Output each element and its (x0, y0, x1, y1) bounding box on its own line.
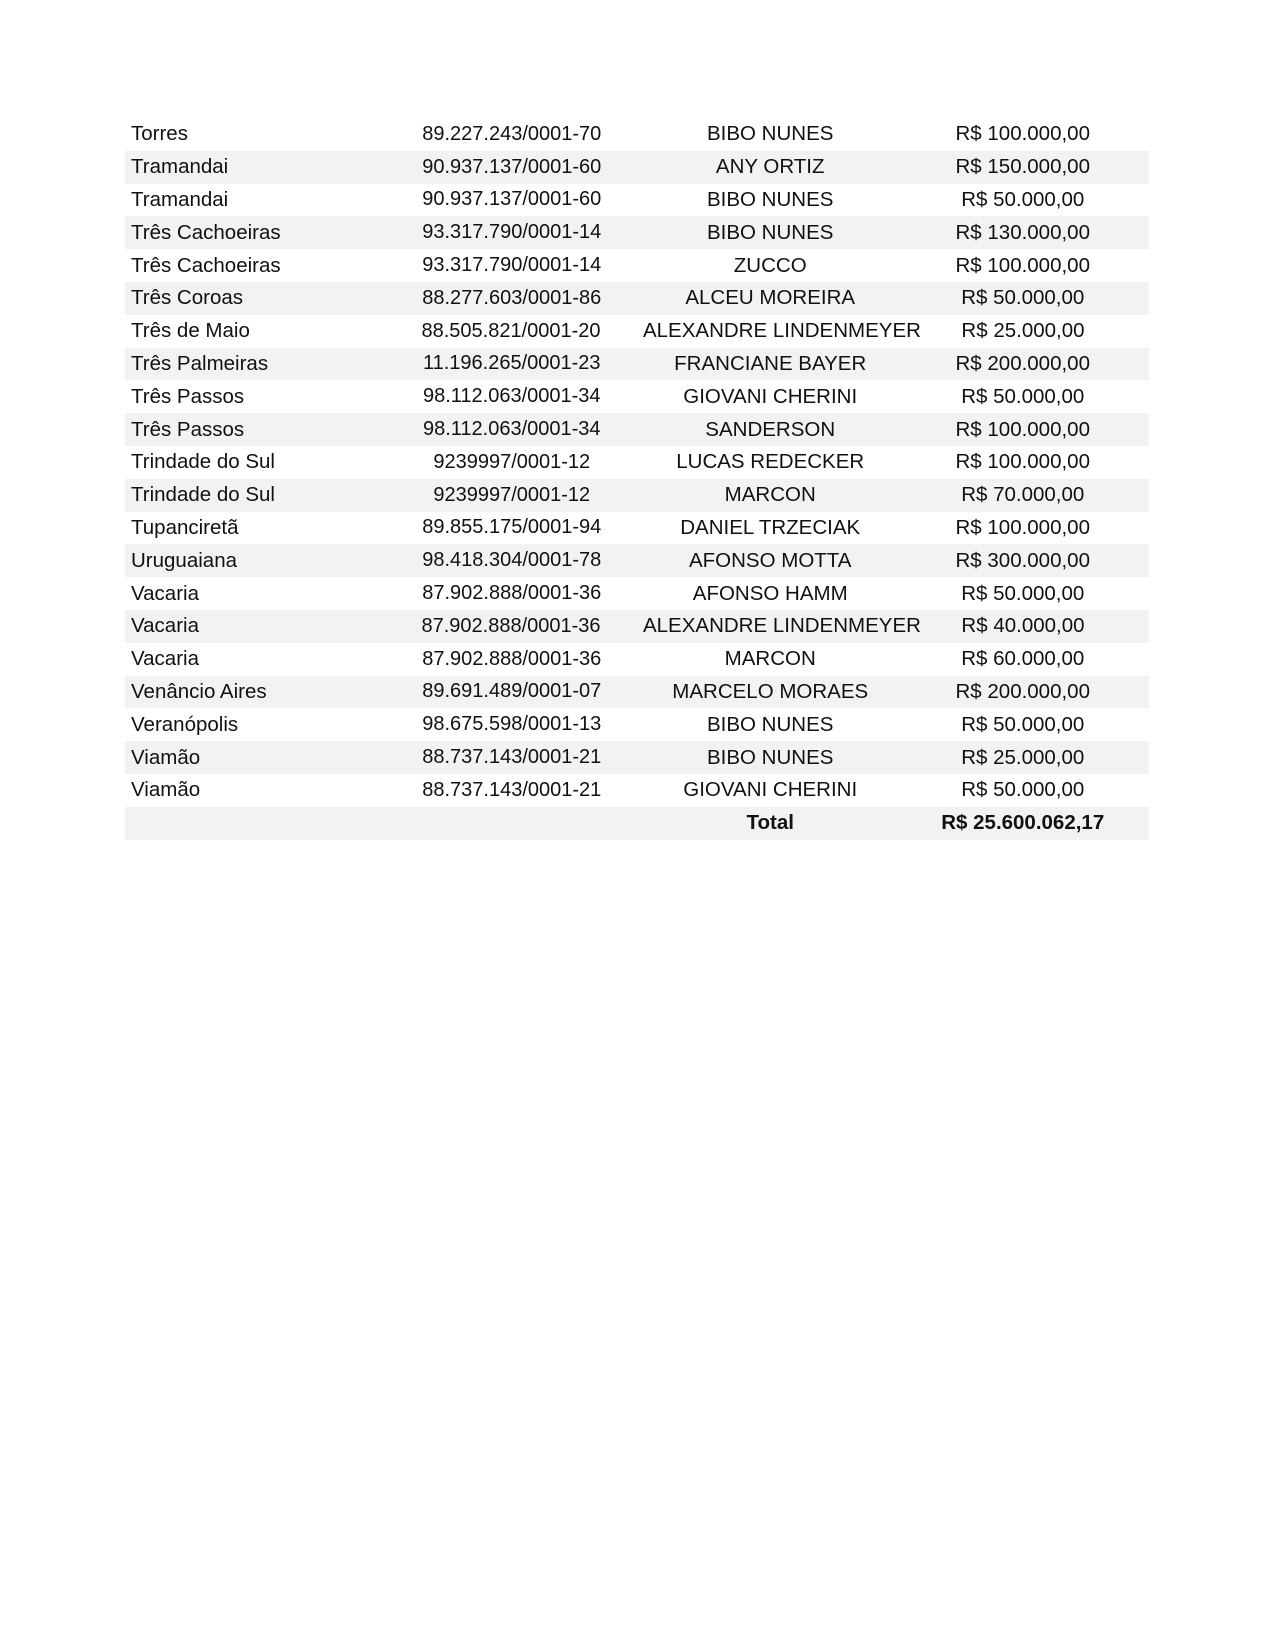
amount-cell: R$ 100.000,00 (955, 253, 1090, 277)
cnpj-cell: 88.737.143/0001-21 (422, 746, 602, 769)
city-cell: Trindade do Sul (131, 483, 275, 507)
amount-cell: R$ 50.000,00 (961, 187, 1085, 211)
city-cell: Tupanciretã (131, 515, 239, 539)
cnpj-cell: 11.196.265/0001-23 (422, 352, 601, 375)
city-cell: Vacaria (131, 581, 199, 605)
city-cell: Venâncio Aires (131, 679, 267, 703)
deputy-name-cell: AFONSO HAMM (692, 581, 848, 605)
cnpj-cell: 87.902.888/0001-36 (421, 614, 601, 637)
deputy-name-cell: ALEXANDRE LINDENMEYER (642, 319, 921, 343)
cnpj-cell: 88.505.821/0001-20 (421, 319, 601, 342)
amendments-table (125, 118, 1149, 840)
cnpj-cell: 93.317.790/0001-14 (422, 254, 602, 277)
deputy-name-cell: LUCAS REDECKER (676, 450, 865, 474)
total-row (125, 807, 1149, 840)
amount-cell: R$ 50.000,00 (961, 712, 1085, 736)
amount-cell: R$ 40.000,00 (961, 614, 1085, 638)
amount-cell: R$ 200.000,00 (955, 679, 1090, 703)
city-cell: Vacaria (131, 647, 199, 671)
amount-cell: R$ 100.000,00 (955, 417, 1090, 441)
city-cell: Três Passos (131, 384, 245, 408)
table-row (125, 676, 1149, 709)
table-row (125, 413, 1149, 446)
cnpj-cell: 98.418.304/0001-78 (422, 549, 602, 572)
deputy-name-cell: BIBO NUNES (707, 122, 834, 146)
deputy-name-cell: BIBO NUNES (707, 187, 834, 211)
cnpj-cell: 87.902.888/0001-36 (422, 582, 602, 605)
deputy-name-cell: SANDERSON (705, 417, 836, 441)
amount-cell: R$ 50.000,00 (961, 581, 1085, 605)
table-row (125, 544, 1149, 577)
city-cell: Veranópolis (131, 712, 239, 736)
city-cell: Três Coroas (131, 286, 244, 310)
amount-cell: R$ 60.000,00 (961, 647, 1085, 671)
cnpj-cell: 88.737.143/0001-21 (422, 778, 602, 801)
table-row (125, 380, 1149, 413)
cnpj-cell: 90.937.137/0001-60 (422, 155, 602, 178)
amount-cell: R$ 100.000,00 (955, 122, 1090, 146)
amount-cell: R$ 130.000,00 (955, 220, 1090, 244)
deputy-name-cell: ANY ORTIZ (715, 155, 825, 179)
deputy-name-cell: FRANCIANE BAYER (674, 351, 867, 375)
deputy-name-cell: DANIEL TRZECIAK (680, 515, 861, 539)
cnpj-cell: 87.902.888/0001-36 (422, 647, 602, 670)
amount-cell: R$ 200.000,00 (955, 351, 1090, 375)
cnpj-cell: 98.675.598/0001-13 (422, 713, 602, 736)
amount-cell: R$ 70.000,00 (961, 483, 1085, 507)
total-label: Total (746, 811, 794, 835)
table-row (125, 577, 1149, 610)
table-row (125, 315, 1149, 348)
table-row (125, 774, 1149, 807)
cnpj-cell: 9239997/0001-12 (433, 483, 591, 506)
city-cell: Viamão (131, 745, 201, 769)
deputy-name-cell: ALEXANDRE LINDENMEYER (642, 614, 921, 638)
cnpj-cell: 89.855.175/0001-94 (422, 516, 602, 539)
table-row (125, 118, 1149, 151)
cnpj-cell: 88.277.603/0001-86 (422, 286, 602, 309)
amount-cell: R$ 25.000,00 (961, 745, 1085, 769)
cnpj-cell: 89.227.243/0001-70 (422, 122, 602, 145)
city-cell: Três Passos (131, 417, 245, 441)
deputy-name-cell: ALCEU MOREIRA (685, 286, 856, 310)
amount-cell: R$ 50.000,00 (961, 286, 1085, 310)
city-cell: Três de Maio (131, 319, 250, 343)
city-cell: Trindade do Sul (131, 450, 275, 474)
amount-cell: R$ 100.000,00 (955, 450, 1090, 474)
table-row (125, 282, 1149, 315)
deputy-name-cell: BIBO NUNES (707, 220, 834, 244)
cnpj-cell: 98.112.063/0001-34 (422, 418, 601, 441)
deputy-name-cell: MARCON (724, 647, 816, 671)
amount-cell: R$ 300.000,00 (955, 548, 1090, 572)
table-body (125, 118, 1149, 807)
deputy-name-cell: MARCON (724, 483, 816, 507)
city-cell: Vacaria (131, 614, 199, 638)
cnpj-cell: 93.317.790/0001-14 (422, 221, 602, 244)
table-row (125, 348, 1149, 381)
amount-cell: R$ 150.000,00 (955, 155, 1090, 179)
deputy-name-cell: ZUCCO (733, 253, 807, 277)
deputy-name-cell: GIOVANI CHERINI (683, 384, 858, 408)
table-row (125, 610, 1149, 643)
table-row (125, 184, 1149, 217)
deputy-name-cell: AFONSO MOTTA (688, 548, 852, 572)
city-cell: Tramandai (131, 155, 229, 179)
amount-cell: R$ 50.000,00 (961, 778, 1085, 802)
deputy-name-cell: GIOVANI CHERINI (683, 778, 858, 802)
cnpj-cell: 98.112.063/0001-34 (422, 385, 601, 408)
table-row (125, 708, 1149, 741)
cnpj-cell: 9239997/0001-12 (433, 450, 591, 473)
table-row (125, 249, 1149, 282)
table-row (125, 741, 1149, 774)
deputy-name-cell: BIBO NUNES (707, 712, 834, 736)
city-cell: Três Cachoeiras (131, 253, 281, 277)
total-value: R$ 25.600.062,17 (941, 811, 1105, 835)
table-row (125, 446, 1149, 479)
amount-cell: R$ 25.000,00 (961, 319, 1085, 343)
table-row (125, 512, 1149, 545)
table-row (125, 216, 1149, 249)
cnpj-cell: 89.691.489/0001-07 (422, 680, 602, 703)
table-row (125, 151, 1149, 184)
city-cell: Três Cachoeiras (131, 220, 281, 244)
table-row (125, 643, 1149, 676)
amount-cell: R$ 100.000,00 (955, 515, 1090, 539)
city-cell: Torres (131, 122, 188, 146)
city-cell: Três Palmeiras (131, 351, 269, 375)
amount-cell: R$ 50.000,00 (961, 384, 1085, 408)
city-cell: Viamão (131, 778, 201, 802)
table-row (125, 479, 1149, 512)
city-cell: Tramandai (131, 187, 229, 211)
cnpj-cell: 90.937.137/0001-60 (422, 188, 602, 211)
deputy-name-cell: BIBO NUNES (707, 745, 834, 769)
deputy-name-cell: MARCELO MORAES (672, 679, 869, 703)
city-cell: Uruguaiana (131, 548, 237, 572)
